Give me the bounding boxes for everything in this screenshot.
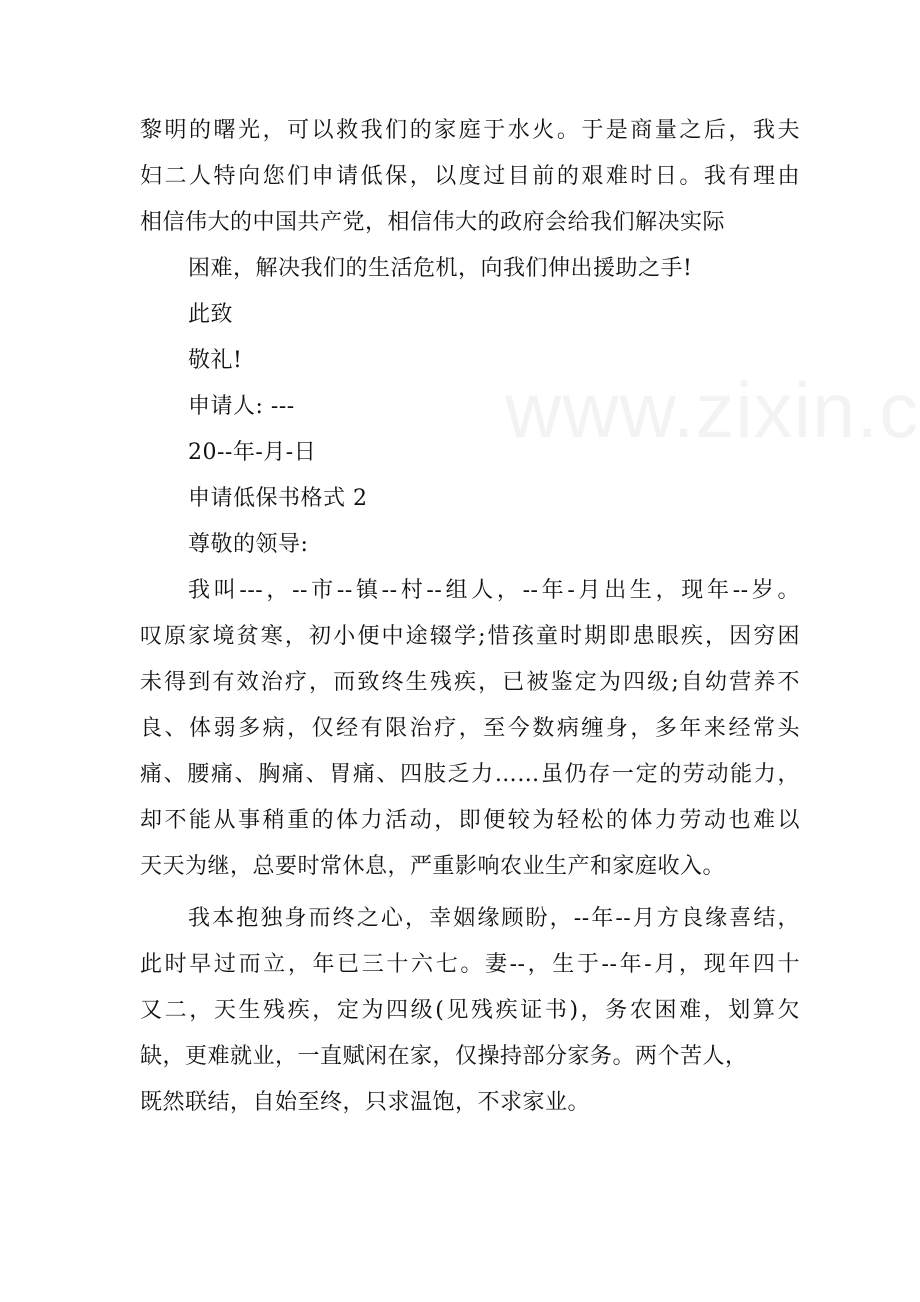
paragraph-line: 良、体弱多病，仅经有限治疗，至今数病缠身，多年来经常头: [140, 716, 800, 741]
paragraph-line: 痛、腰痛、胸痛、胃痛、四肢乏力……虽仍存一定的劳动能力，: [140, 762, 800, 787]
paragraph-line: 天天为继，总要时常休息，严重影响农业生产和家庭收入。: [140, 854, 726, 879]
paragraph-line: 未得到有效治疗，而致终生残疾，已被鉴定为四级;自幼营养不: [140, 670, 800, 695]
salutation-regards: 敬礼!: [188, 348, 243, 373]
paragraph-line: 叹原家境贫寒，初小便中途辍学;惜孩童时期即患眼疾，因穷困: [140, 624, 800, 649]
paragraph-line: 困难，解决我们的生活危机，向我们伸出援助之手!: [188, 256, 693, 281]
paragraph-line: 相信伟大的中国共产党，相信伟大的政府会给我们解决实际: [140, 210, 726, 235]
paragraph-line: 妇二人特向您们申请低保，以度过目前的艰难时日。我有理由: [140, 164, 800, 189]
paragraph-line: 却不能从事稍重的体力活动，即便较为轻松的体力劳动也难以: [140, 808, 800, 833]
section-heading: 申请低保书格式 2: [188, 486, 368, 511]
salutation-closing: 此致: [188, 302, 234, 327]
date-line: 20--年-月-日: [188, 440, 317, 465]
greeting: 尊敬的领导:: [188, 532, 309, 557]
paragraph-line: 此时早过而立，年已三十六七。妻--，生于--年-月，现年四十: [140, 952, 800, 977]
paragraph-line: 我叫---，--市--镇--村--组人，--年-月出生，现年--岁。: [188, 578, 800, 603]
paragraph-line: 又二，天生残疾，定为四级(见残疾证书)，务农困难，划算欠: [140, 998, 800, 1023]
paragraph-line: 缺，更难就业，一直赋闲在家，仅操持部分家务。两个苦人，: [140, 1044, 748, 1069]
paragraph-line: 我本抱独身而终之心，幸姻缘顾盼，--年--月方良缘喜结，: [188, 906, 800, 931]
document-body: [140, 108, 800, 1126]
paragraph-line: 既然联结，自始至终，只求温饱，不求家业。: [140, 1090, 591, 1115]
paragraph-line: 黎明的曙光，可以救我们的家庭于水火。于是商量之后，我夫: [140, 118, 800, 143]
applicant-signature: 申请人: ---: [188, 394, 295, 419]
